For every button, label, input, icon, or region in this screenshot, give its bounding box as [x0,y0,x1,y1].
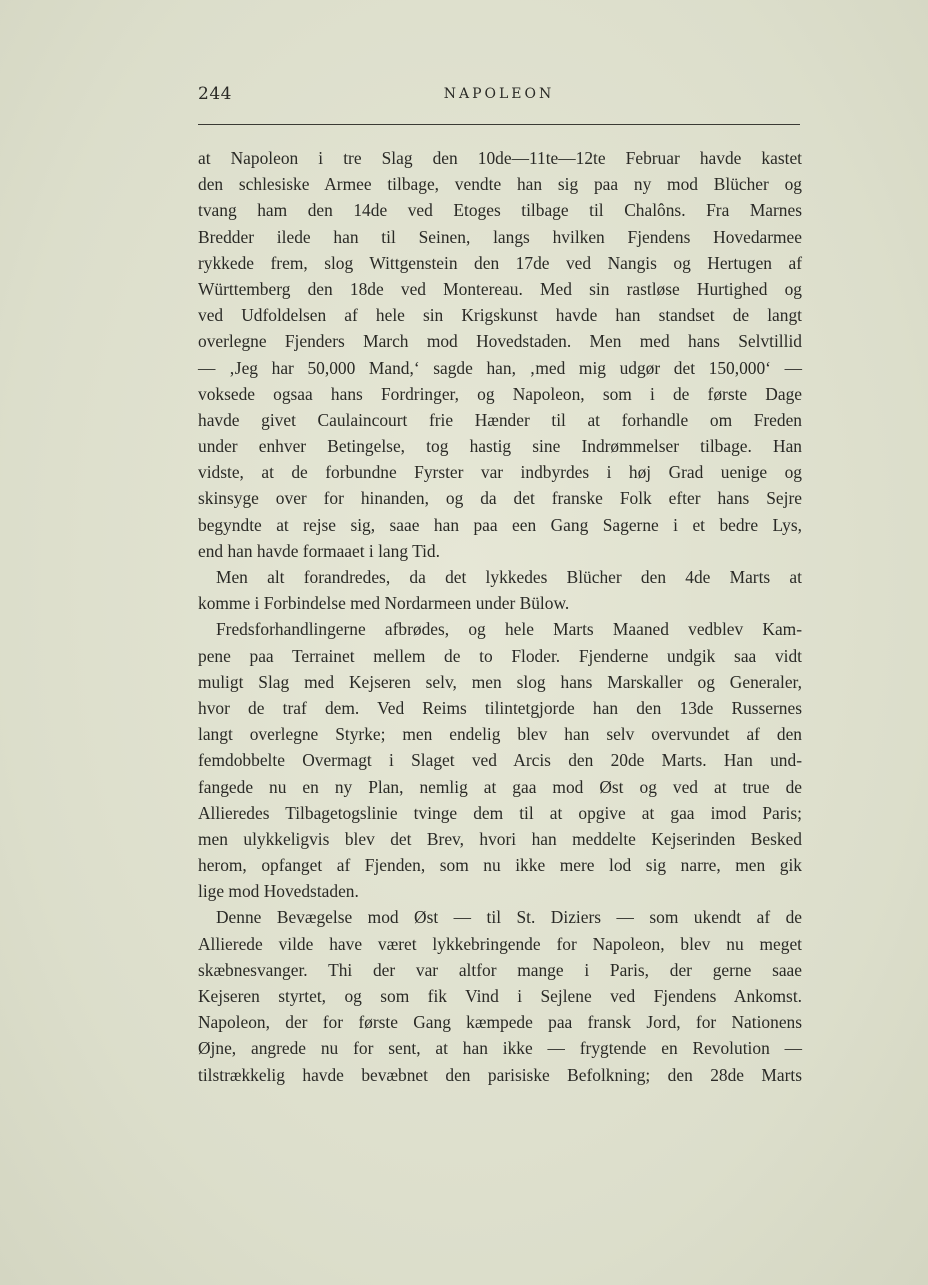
text-line: Fredsforhandlingerne afbrødes, og hele Marts Maaned vedblev Kam- [216,619,802,640]
text-line: ved Udfoldelsen af hele sin Krigskunst havde han standset de langt [198,305,802,326]
text-line: rykkede frem, slog Wittgenstein den 17de ved Nangis og Hertugen af [198,252,802,273]
text-line: voksede ogsaa hans Fordringer, og Napoleon, som i de første Dage [198,383,802,404]
text-line: Kejseren styrtet, og som fik Vind i Sejlene ved Fjendens Ankomst. [198,986,802,1006]
text-line: muligt Slag med Kejseren selv, men slog hans Marskaller og Generaler, [198,671,802,692]
text-line: fangede nu en ny Plan, nemlig at gaa mod Øst og ved at true de [198,776,802,797]
text-line: skinsyge over for hinanden, og da det franske Folk efter hans Sejre [198,488,802,509]
text-line: komme i Forbindelse med Nordarmeen under Bülow. [198,593,570,614]
body-text [198,145,802,1088]
text-line: femdobbelte Overmagt i Slaget ved Arcis den 20de Marts. Han und- [198,750,802,771]
text-line: den schlesiske Armee tilbage, vendte han sig paa ny mod Blücher og [198,174,802,195]
text-line: Allieredes Tilbagetogslinie tvinge dem til at opgive at gaa imod Paris; [198,802,802,823]
text-line: Denne Bevægelse mod Øst — til St. Diziers — som ukendt af de [216,907,802,928]
text-line: Württemberg den 18de ved Montereau. Med sin rastløse Hurtighed og [198,278,802,299]
text-line: lige mod Hovedstaden. [198,881,359,902]
text-line: under enhver Betingelse, tog hastig sine Indrømmelser tilbage. Han [198,436,802,457]
text-line: Napoleon, der for første Gang kæmpede paa fransk Jord, for Nationens [198,1012,802,1033]
page-number: 244 [198,84,232,104]
page-header [198,84,800,108]
text-line: herom, opfanget af Fjenden, som nu ikke mere lod sig narre, men gik [198,855,802,876]
text-line: tilstrækkelig havde bevæbnet den parisiske Befolkning; den 28de Marts [198,1064,802,1085]
text-line: end han havde formaaet i lang Tid. [198,540,440,561]
text-line: hvor de traf dem. Ved Reims tilintetgjorde han den 13de Russernes [198,697,802,718]
text-line: men ulykkeligvis blev det Brev, hvori han meddelte Kejserinden Besked [198,828,802,849]
text-line: pene paa Terrainet mellem de to Floder. Fjenderne undgik saa vidt [198,645,802,666]
text-line: langt overlegne Styrke; men endelig blev han selv overvundet af den [198,724,802,745]
text-line: overlegne Fjenders March mod Hovedstaden. Men med hans Selvtillid [198,331,802,352]
header-rule [198,124,800,125]
text-line: tvang ham den 14de ved Etoges tilbage til Chalôns. Fra Marnes [198,200,802,221]
text-line: Bredder ilede han til Seinen, langs hvilken Fjendens Hovedarmee [198,226,802,247]
text-line: — ‚Jeg har 50,000 Mand,‘ sagde han, ‚med mig udgør det 150,000‘ — [198,357,802,378]
text-line: Øjne, angrede nu for sent, at han ikke — frygtende en Revolution — [198,1038,802,1059]
text-line: begyndte at rejse sig, saae han paa een Gang Sagerne i et bedre Lys, [198,514,802,535]
text-line: Men alt forandredes, da det lykkedes Blücher den 4de Marts at [216,567,802,587]
running-title: NAPOLEON [443,86,555,102]
text-line: at Napoleon i tre Slag den 10de—11te—12te Februar havde kastet [198,148,802,168]
text-line: skæbnesvanger. Thi der var altfor mange i Paris, der gerne saae [198,959,802,980]
text-line: Allierede vilde have været lykkebringende for Napoleon, blev nu meget [198,933,802,954]
text-line: vidste, at de forbundne Fyrster var indbyrdes i høj Grad uenige og [198,462,802,483]
text-line: havde givet Caulaincourt frie Hænder til at forhandle om Freden [198,409,802,430]
